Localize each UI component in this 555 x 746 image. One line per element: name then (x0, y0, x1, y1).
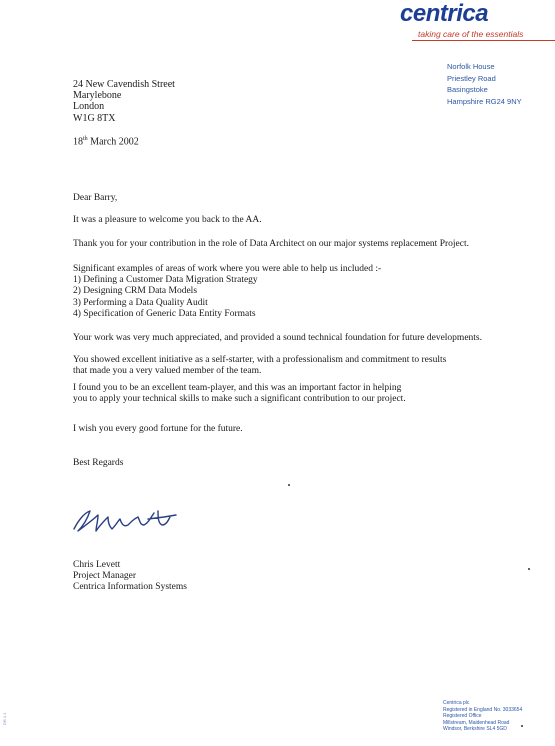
sender-address-line: Norfolk House (447, 62, 495, 71)
sender-address-line: Hampshire RG24 9NY (447, 96, 522, 106)
list-item: 2) Designing CRM Data Models (73, 286, 198, 297)
recipient-address-line: London (73, 101, 105, 113)
recipient-address-line: 24 New Cavendish Street (73, 79, 175, 90)
registration-line: Millstream, Maidenhead Road (443, 719, 510, 726)
tagline-rule (412, 40, 555, 41)
tagline: taking care of the essentials (418, 29, 524, 39)
sender-address-line: Priestley Road (447, 73, 496, 83)
paragraph-wishes: I wish you every good fortune for the future. (73, 424, 243, 434)
centrica-logo: centrica (400, 0, 489, 27)
registration-line: Centrica plc (443, 700, 470, 706)
paragraph-examples (73, 264, 381, 320)
signatory-title: Project Manager (73, 571, 137, 582)
sender-address-line: Basingstoke (447, 85, 488, 94)
paragraph-welcome: It was a pleasure to welcome you back to the AA. (73, 215, 262, 225)
paragraph-initiative (73, 355, 446, 377)
scan-speck (288, 484, 290, 486)
registration-line: Registered in England No. 3033654 (443, 706, 523, 713)
paragraph-line: that made you a very valued member of the team. (73, 366, 262, 377)
date-day: 18 (73, 136, 83, 148)
list-item: 4) Specification of Generic Data Entity Formats (73, 308, 256, 319)
signatory-company: Centrica Information Systems (73, 582, 187, 593)
paragraph-thanks: Thank you for your contribution in the role of Data Architect on our major systems replacement Project. (73, 239, 469, 249)
date-suffix: th (83, 136, 88, 142)
recipient-address-line: W1G 8TX (73, 112, 116, 124)
registration-line: Windsor, Berkshire SL4 5GD (443, 726, 507, 733)
margin-note: DR 1.1 (2, 712, 7, 725)
recipient-address (73, 79, 175, 124)
scan-speck (521, 725, 523, 727)
paragraph-line: You showed excellent initiative as a self-starter, with a professionalism and commitment to results (73, 355, 447, 365)
paragraph-line: you to apply your technical skills to make such a significant contribution to our project. (73, 394, 406, 405)
list-item: 1) Defining a Customer Data Migration Strategy (73, 275, 258, 286)
paragraph-appreciation: Your work was very much appreciated, and provided a sound technical foundation for future developments. (73, 333, 483, 343)
paragraph-line: I found you to be an excellent team-player, and this was an important factor in helping (73, 383, 402, 393)
salutation: Dear Barry, (73, 193, 118, 203)
company-registration (443, 700, 522, 733)
signatory-block (73, 560, 187, 594)
recipient-address-line: Marylebone (73, 90, 122, 102)
handwritten-signature (68, 503, 188, 539)
paragraph-team-player (73, 383, 406, 405)
date-rest: March 2002 (87, 136, 139, 148)
letter-date (73, 136, 139, 147)
registration-line: Registered Office (443, 713, 482, 720)
scan-speck (528, 568, 530, 570)
closing: Best Regards (73, 458, 124, 468)
sender-address (447, 61, 522, 107)
list-item: 3) Performing a Data Quality Audit (73, 297, 208, 308)
examples-intro: Significant examples of areas of work where you were able to help us included :- (73, 264, 382, 274)
signatory-name: Chris Levett (73, 560, 121, 570)
